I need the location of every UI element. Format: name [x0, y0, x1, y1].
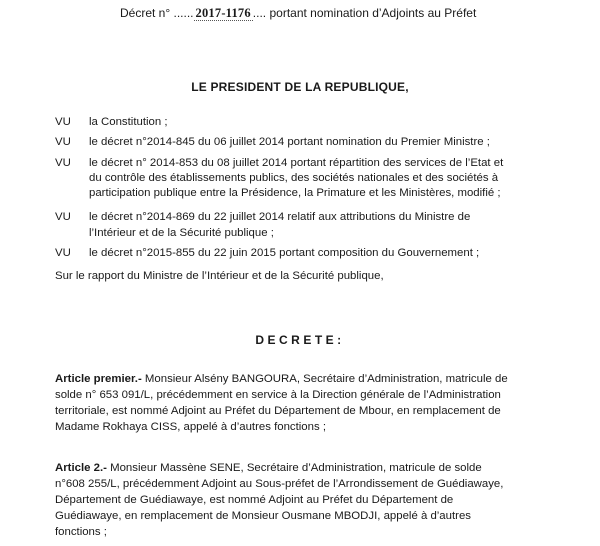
visa-line: participation publique entre la Présidence, la Primature et les Ministères, modifié ; [89, 187, 501, 199]
article-line [55, 462, 482, 474]
article-line: fonctions ; [55, 526, 107, 538]
article-line: territoriale, est nommé Adjoint au Préfet du Département de Mbour, en remplacement de [55, 405, 501, 417]
article-line [55, 373, 508, 385]
article-title: Article premier.- [55, 373, 142, 385]
visa-line: le décret n°2015-855 du 22 juin 2015 portant composition du Gouvernement ; [89, 247, 480, 259]
visa-line: le décret n°2014-845 du 06 juillet 2014 portant nomination du Premier Ministre ; [89, 136, 490, 148]
visa-label: VU [55, 136, 71, 148]
article-text: Monsieur Alsény BANGOURA, Secrétaire d’Administration, matricule de [144, 373, 508, 385]
visa-line: le décret n°2014-869 du 22 juillet 2014 relatif aux attributions du Ministre de [89, 211, 471, 223]
visa-line: du contrôle des établissements publics, des sociétés nationales et des sociétés à [89, 172, 499, 184]
visa-label: VU [55, 157, 71, 169]
article-line: solde n° 653 091/L, précédemment en service à la Direction générale de l’Administration [55, 389, 501, 401]
visa-label: VU [55, 247, 71, 259]
decree-dots-right: .... [252, 6, 267, 20]
decree-subject: portant nomination d’Adjoints au Préfet [269, 6, 477, 20]
visa-label: VU [55, 211, 71, 223]
article-text: Monsieur Massène SENE, Secrétaire d’Administration, matricule de solde [110, 462, 482, 474]
article-line: Guédiawaye, en remplacement de Monsieur Ousmane MBODJI, appelé à d’autres [55, 510, 471, 522]
decree-number: 2017-1176 [195, 6, 251, 20]
article-line: Département de Guédiawaye, est nommé Adjoint au Préfet du Département de [55, 494, 454, 506]
article-line: n°608 255/L, précédemment Adjoint au Sous-préfet de l’Arrondissement de Guédiawaye, [55, 478, 504, 490]
visa-line: le décret n° 2014-853 du 08 juillet 2014 portant répartition des services de l’Etat et [89, 157, 504, 169]
visa-label: VU [55, 116, 71, 128]
president-title: LE PRESIDENT DE LA REPUBLIQUE, [191, 80, 409, 94]
article-line: Madame Rokhaya CISS, appelé à d’autres fonctions ; [55, 421, 326, 433]
decree-header [120, 6, 476, 21]
decree-label: Décret n° [120, 6, 171, 20]
article-title: Article 2.- [55, 462, 107, 474]
decree-dots-left: ...... [173, 6, 194, 20]
visa-line: la Constitution ; [89, 116, 168, 128]
report-line: Sur le rapport du Ministre de l’Intérieur et de la Sécurité publique, [55, 270, 384, 282]
decrete-title: DECRETE: [255, 333, 345, 347]
visa-line: l’Intérieur et de la Sécurité publique ; [89, 227, 274, 239]
